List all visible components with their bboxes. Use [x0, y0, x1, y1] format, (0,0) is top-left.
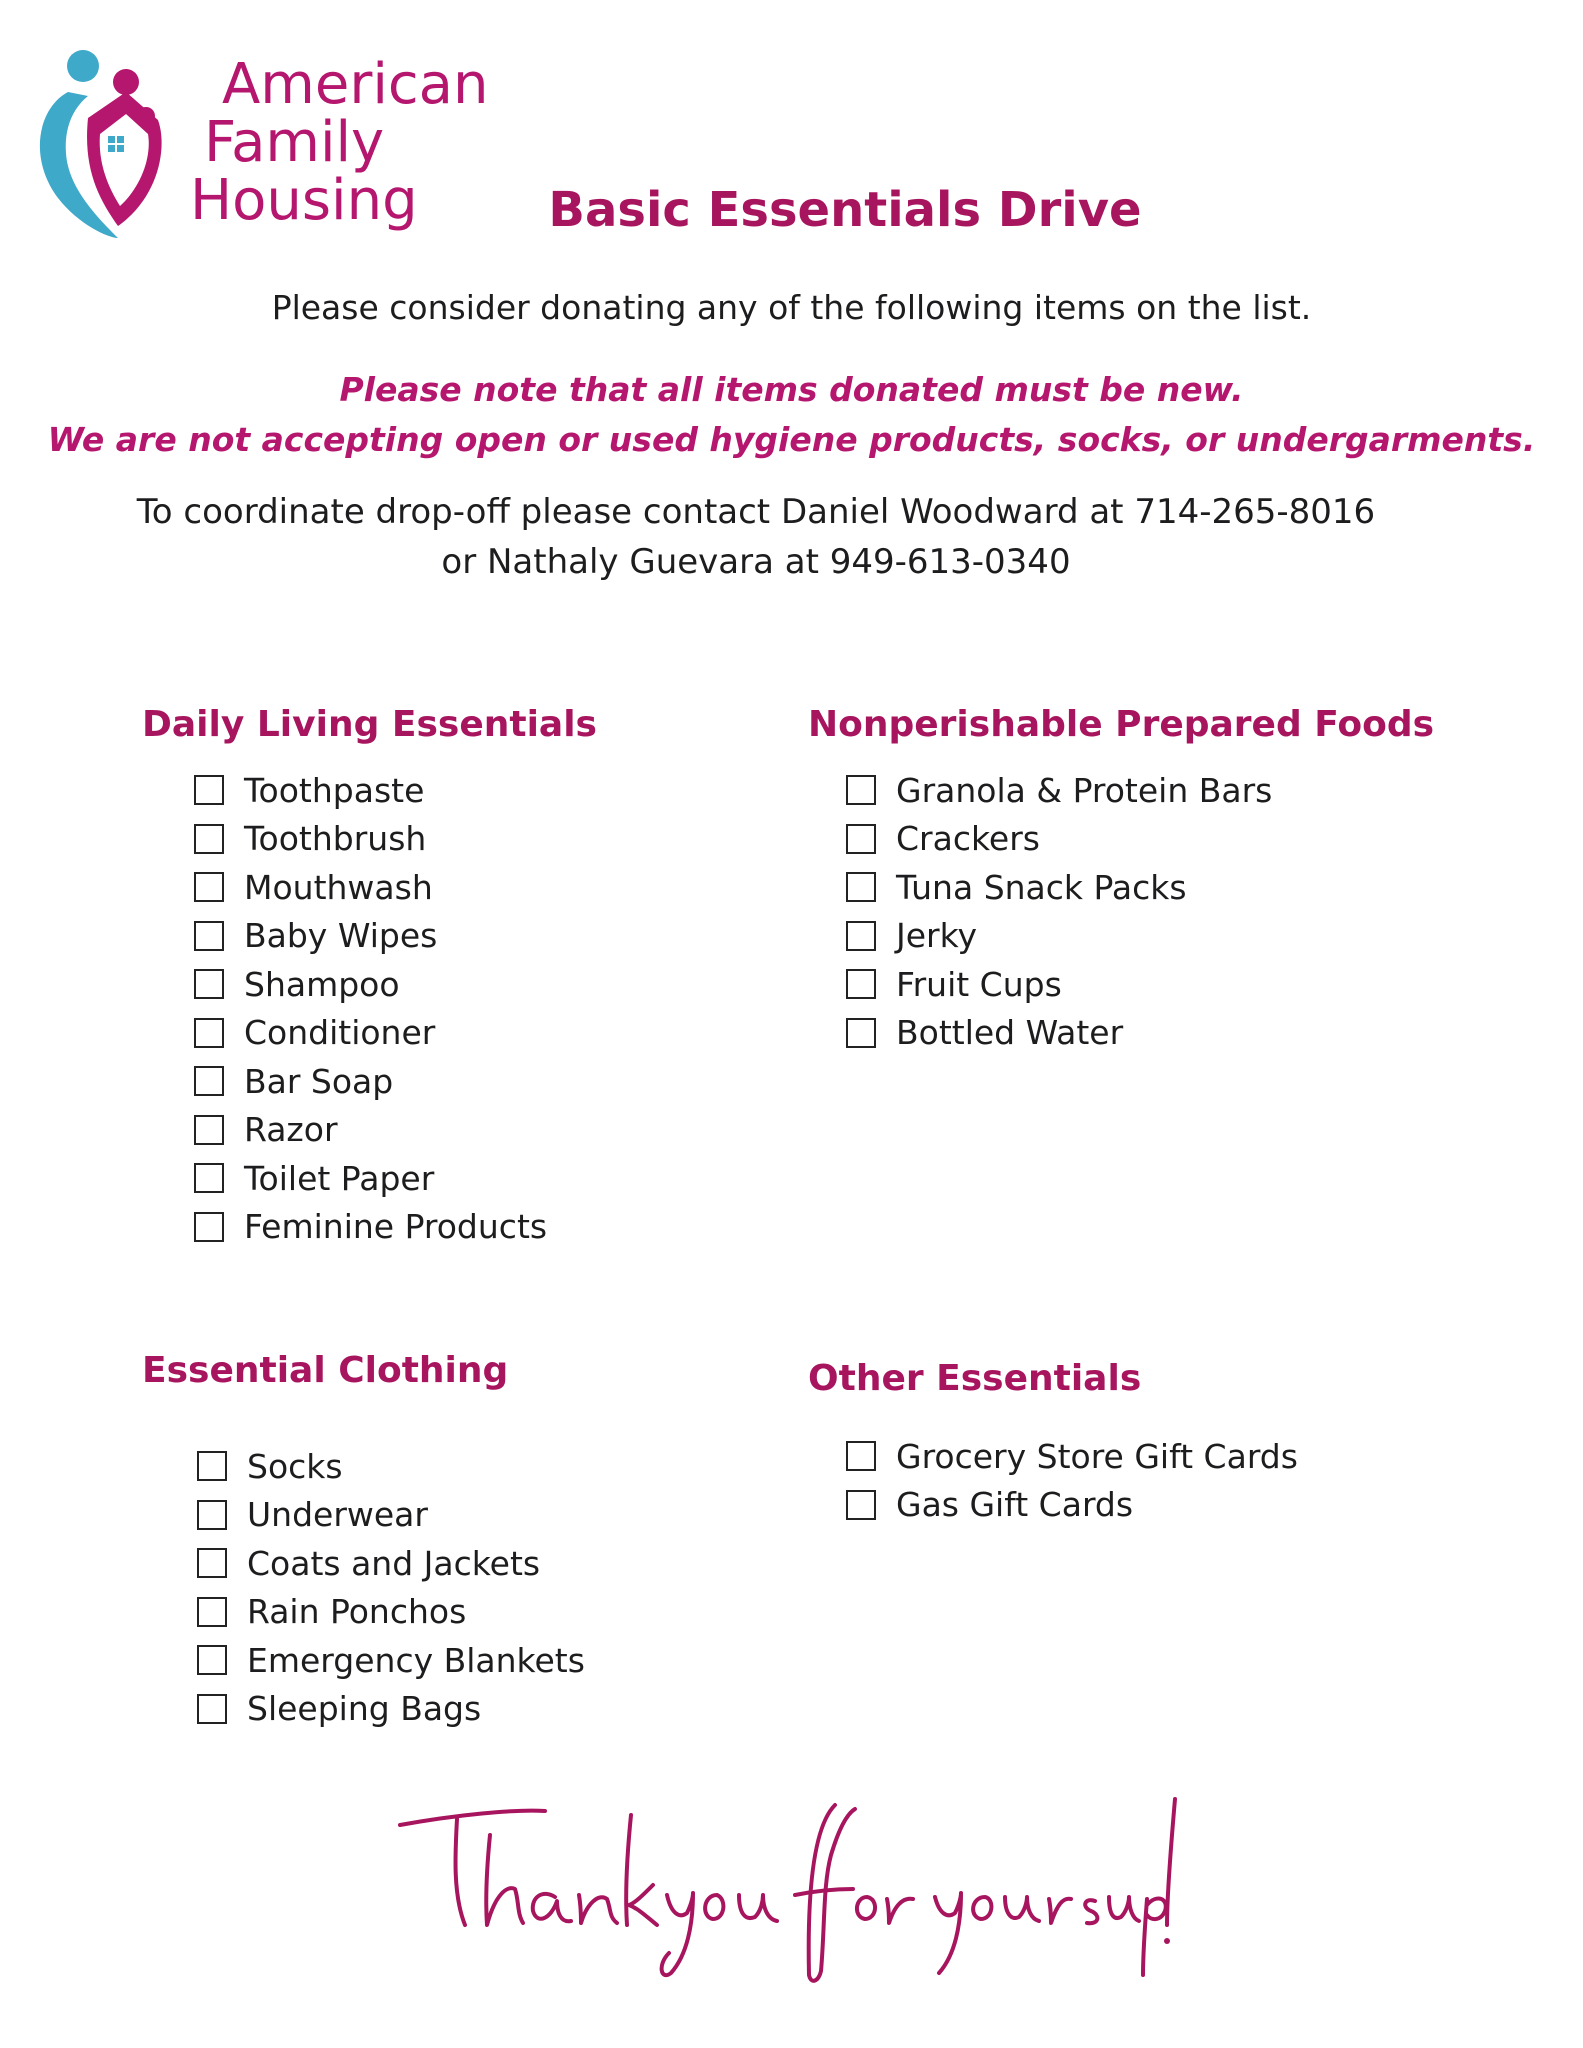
section-other-essentials	[808, 1358, 1298, 1525]
checklist-item-label: Bottled Water	[896, 1013, 1124, 1053]
checklist-item[interactable]	[197, 1491, 585, 1540]
checklist-item[interactable]	[194, 912, 547, 961]
checklist-item-label: Toilet Paper	[244, 1158, 435, 1198]
checklist-item[interactable]	[846, 1481, 1298, 1530]
org-name-line-3: Housing	[190, 168, 418, 233]
checkbox[interactable]	[846, 824, 876, 854]
checklist-item[interactable]	[197, 1588, 585, 1637]
checklist-item-label: Sleeping Bags	[247, 1689, 482, 1729]
checkbox[interactable]	[846, 1018, 876, 1048]
thank-you-signature	[395, 1785, 1195, 1985]
checklist-item[interactable]	[197, 1685, 585, 1734]
checklist-item-label: Bar Soap	[244, 1061, 394, 1101]
checklist-item[interactable]	[194, 1009, 547, 1058]
checklist	[846, 1432, 1298, 1529]
section-daily-living	[142, 704, 597, 1247]
checklist-item-label: Socks	[247, 1446, 343, 1486]
intro-text: Please consider donating any of the following items on the list.	[271, 288, 1312, 327]
checklist-item[interactable]	[846, 1009, 1272, 1058]
checkbox[interactable]	[194, 921, 224, 951]
checkbox[interactable]	[846, 969, 876, 999]
checklist-item-label: Tuna Snack Packs	[896, 867, 1187, 907]
checklist-item-label: Emergency Blankets	[247, 1640, 585, 1680]
org-name-line-2: Family	[204, 110, 385, 175]
checklist-item-label: Crackers	[896, 819, 1040, 859]
checklist-item[interactable]	[194, 766, 547, 815]
checkbox[interactable]	[194, 1018, 224, 1048]
section-heading: Essential Clothing	[142, 1350, 509, 1391]
checklist-item-label: Mouthwash	[244, 867, 433, 907]
section-essential-clothing	[142, 1350, 585, 1729]
checkbox[interactable]	[194, 1115, 224, 1145]
checkbox[interactable]	[194, 1212, 224, 1242]
checklist-item-label: Fruit Cups	[896, 964, 1062, 1004]
checklist-item-label: Baby Wipes	[244, 916, 438, 956]
checkbox[interactable]	[194, 969, 224, 999]
checkbox[interactable]	[194, 872, 224, 902]
checkbox[interactable]	[846, 1490, 876, 1520]
checklist-item-label: Conditioner	[244, 1013, 436, 1053]
checkbox[interactable]	[197, 1548, 227, 1578]
checklist	[197, 1442, 585, 1733]
contact-line-1: To coordinate drop-off please contact Daniel Woodward at 714-265-8016	[136, 492, 1376, 532]
org-name-line-1: American	[222, 52, 489, 117]
checkbox[interactable]	[197, 1451, 227, 1481]
checklist-item[interactable]	[846, 960, 1272, 1009]
checklist-item-label: Jerky	[896, 916, 978, 956]
checklist-item-label: Toothpaste	[244, 770, 425, 810]
checklist-item-label: Grocery Store Gift Cards	[896, 1436, 1298, 1476]
checklist-item-label: Rain Ponchos	[247, 1592, 467, 1632]
checkbox[interactable]	[197, 1597, 227, 1627]
note-new-items: Please note that all items donated must be new.	[339, 370, 1244, 409]
checklist-item-label: Feminine Products	[244, 1207, 548, 1247]
checkbox[interactable]	[846, 775, 876, 805]
checklist-item[interactable]	[194, 960, 547, 1009]
checkbox[interactable]	[846, 921, 876, 951]
checkbox[interactable]	[197, 1645, 227, 1675]
checklist-item[interactable]	[846, 815, 1272, 864]
section-heading: Other Essentials	[808, 1358, 1142, 1399]
checkbox[interactable]	[194, 824, 224, 854]
checklist	[846, 766, 1272, 1057]
checklist-item[interactable]	[194, 1106, 547, 1155]
checklist-item-label: Toothbrush	[244, 819, 427, 859]
note-not-accepting: We are not accepting open or used hygiene products, socks, or undergarments.	[47, 420, 1536, 459]
checkbox[interactable]	[197, 1694, 227, 1724]
checklist-item[interactable]	[197, 1636, 585, 1685]
contact-line-2: or Nathaly Guevara at 949-613-0340	[441, 542, 1071, 582]
checklist-item[interactable]	[194, 815, 547, 864]
checklist-item[interactable]	[846, 1432, 1298, 1481]
checkbox[interactable]	[194, 1066, 224, 1096]
checkbox[interactable]	[846, 1441, 876, 1471]
checklist-item-label: Coats and Jackets	[247, 1543, 541, 1583]
checklist-item[interactable]	[194, 1203, 547, 1252]
checklist-item[interactable]	[846, 912, 1272, 961]
checklist-item-label: Underwear	[247, 1495, 428, 1535]
checklist-item[interactable]	[194, 1154, 547, 1203]
checklist-item-label: Gas Gift Cards	[896, 1485, 1134, 1525]
checkbox[interactable]	[194, 1163, 224, 1193]
checkbox[interactable]	[846, 872, 876, 902]
checkbox[interactable]	[194, 775, 224, 805]
checklist-item-label: Shampoo	[244, 964, 400, 1004]
section-heading: Nonperishable Prepared Foods	[808, 704, 1435, 745]
checklist-item[interactable]	[197, 1442, 585, 1491]
section-heading: Daily Living Essentials	[142, 704, 597, 745]
checklist-item[interactable]	[194, 863, 547, 912]
checklist-item-label: Razor	[244, 1110, 338, 1150]
checklist-item[interactable]	[197, 1539, 585, 1588]
thank-you-script-icon	[395, 1785, 1195, 1985]
checkbox[interactable]	[197, 1500, 227, 1530]
checklist-item[interactable]	[194, 1057, 547, 1106]
checklist-item[interactable]	[846, 863, 1272, 912]
checklist-item[interactable]	[846, 766, 1272, 815]
checklist	[194, 766, 547, 1251]
page-title: Basic Essentials Drive	[548, 182, 1142, 238]
section-nonperishable-foods	[808, 704, 1435, 1053]
checklist-item-label: Granola & Protein Bars	[896, 770, 1273, 810]
